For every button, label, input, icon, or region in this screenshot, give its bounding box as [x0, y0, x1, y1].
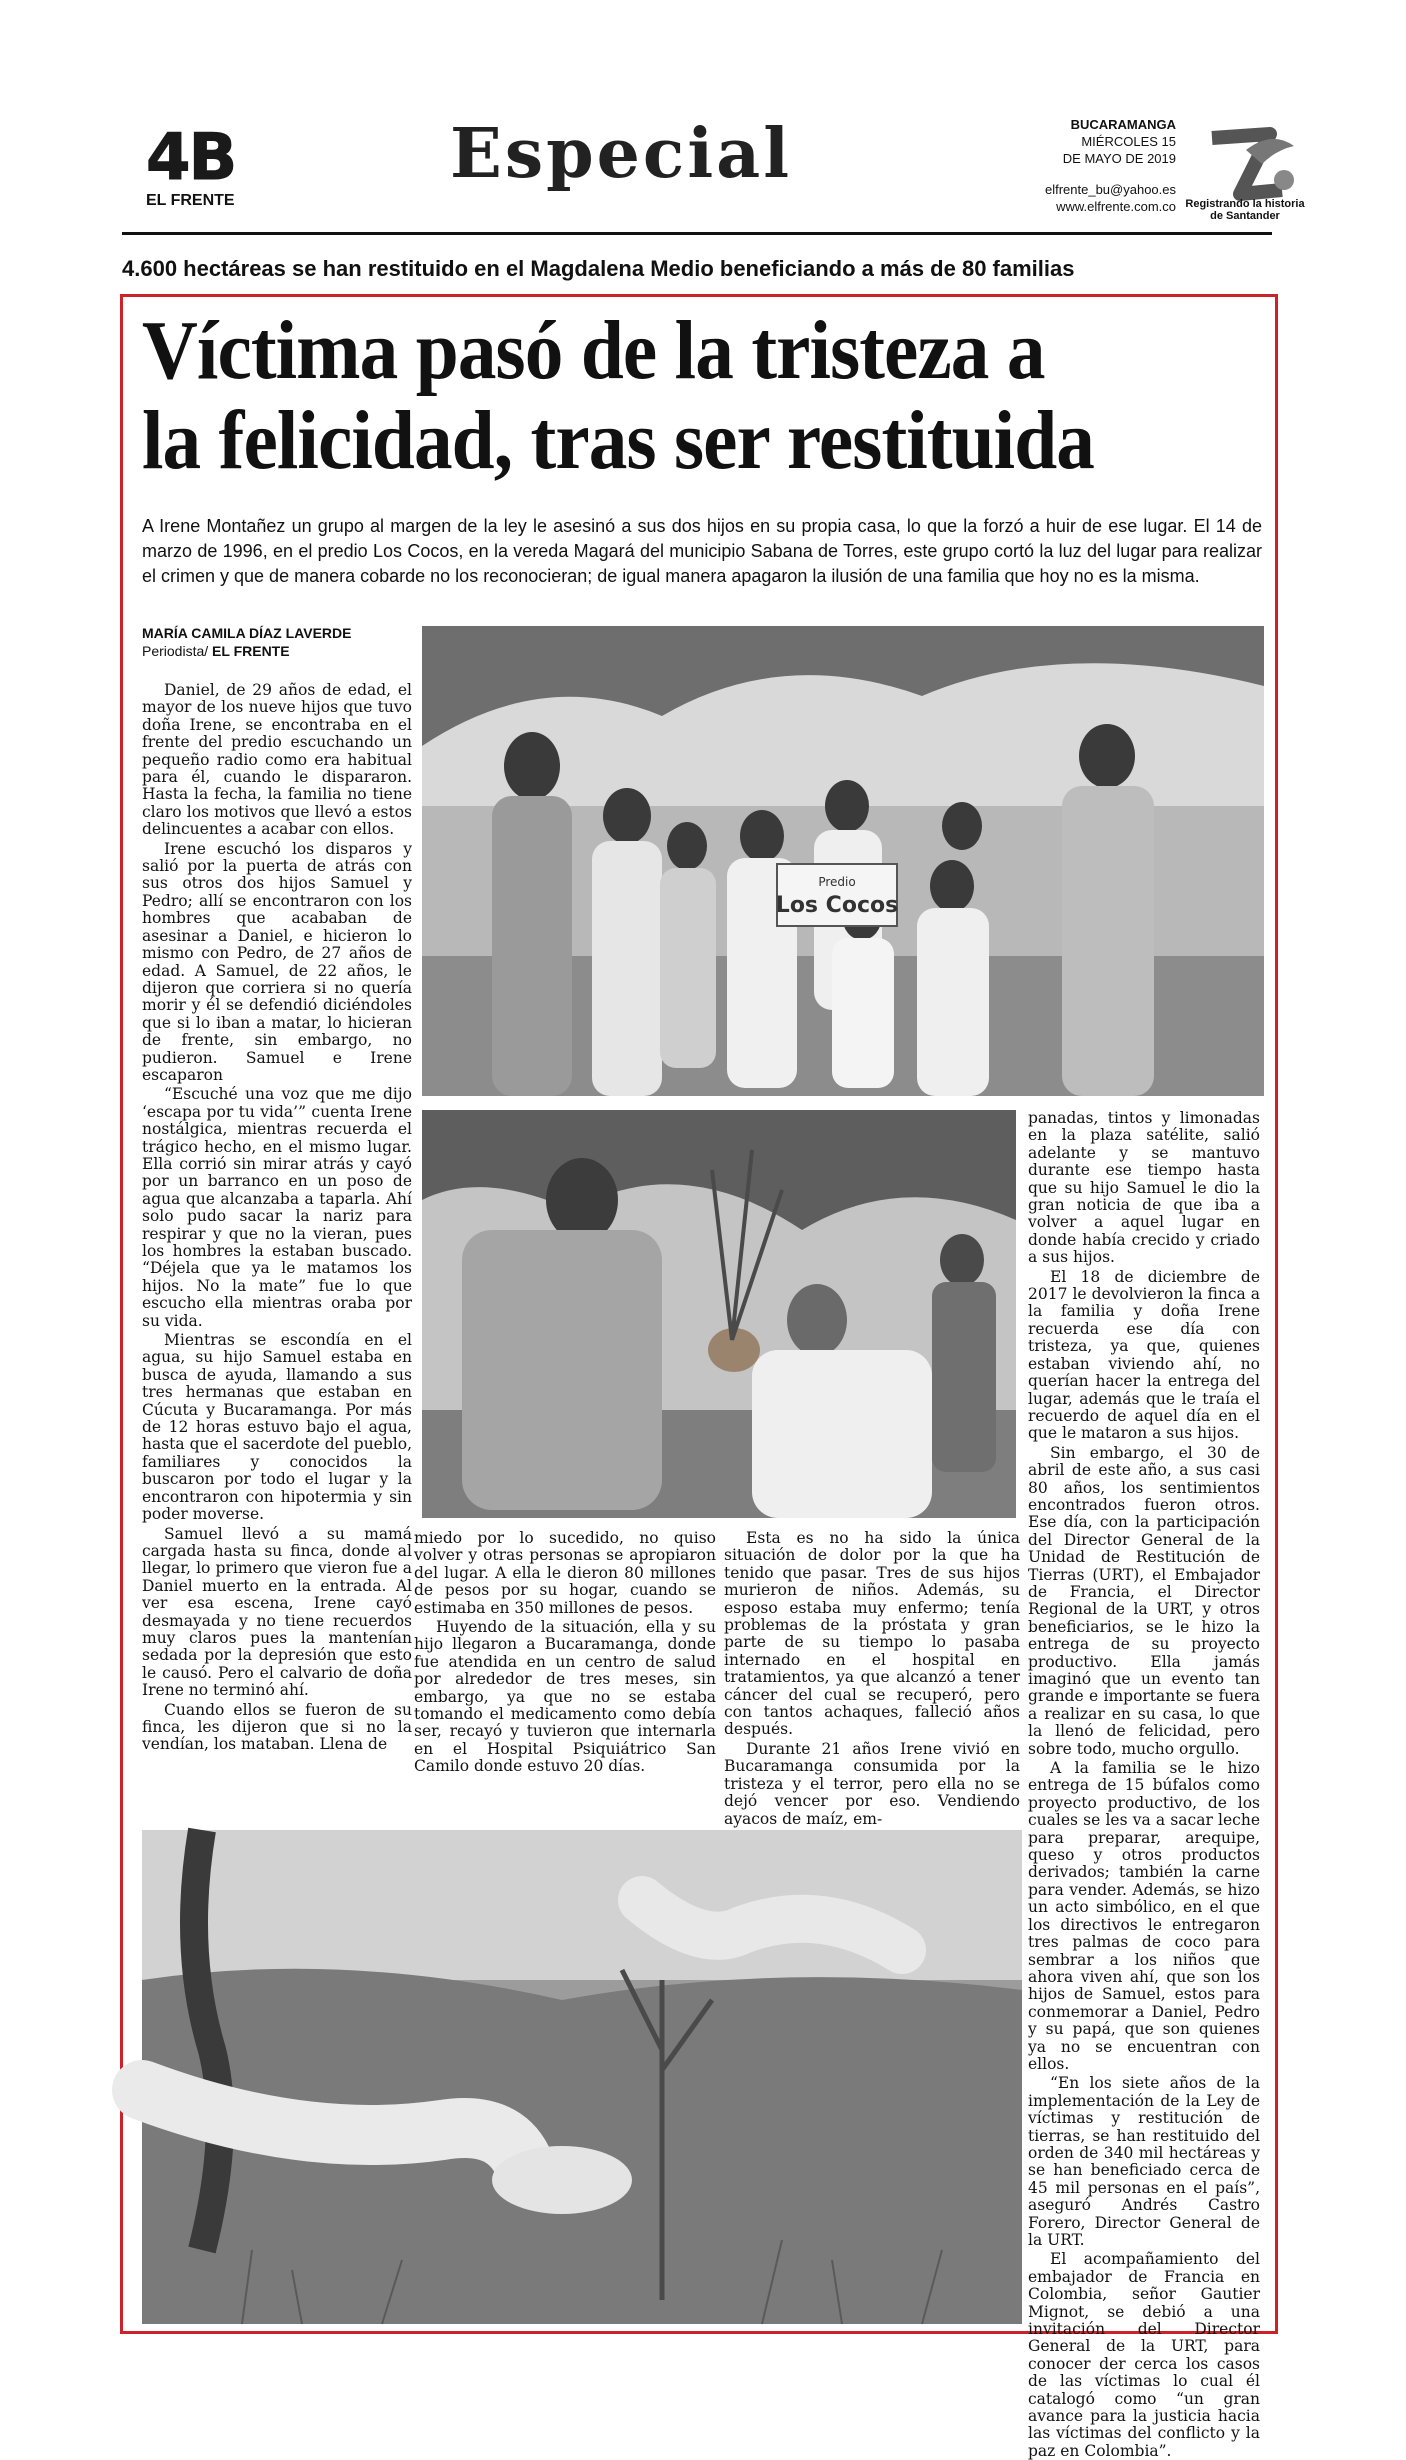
kicker: 4.600 hectáreas se han restituido en el Magdalena Medio beneficiando a más de 80 familias: [122, 256, 1075, 281]
paragraph: “En los siete años de la implementación de la Ley de víctimas y restitución de tierras, se han restituido del orden de 340 mil hectáreas y se han beneficiado cerca de 45 mil personas en el país”, aseguró Andrés Castro Forero, Director General de la URT.: [1028, 2074, 1260, 2249]
header-divider: [122, 232, 1272, 235]
author-role: [142, 642, 351, 660]
author-name: MARÍA CAMILA DÍAZ LAVERDE: [142, 625, 352, 641]
edition-date-line1: MIÉRCOLES 15: [1081, 134, 1176, 149]
logo-caption-line2: de Santander: [1210, 210, 1280, 222]
edition-date-line2: DE MAYO DE 2019: [1062, 151, 1176, 166]
author-paper: EL FRENTE: [212, 643, 290, 659]
paragraph: Sin embargo, el 30 de abril de este año, a sus casi 80 años, los sentimientos encontrados fueron otros. Ese día, con la participación del Director General de la Unidad de Restitución de Tierras (URT), el Embajador de Francia, el Director Regional de la URT, y otros beneficiarios, se le hizo la entrega de su proyecto productivo. Ella jamás imaginó que un evento tan grande e importante se fuera a realizar en su casa, lo que la llenó de felicidad, pero sobre todo, mucho orgullo.: [1028, 1443, 1260, 1758]
paragraph: Cuando ellos se fueron de su finca, les dijeron que si no la vendían, los mataban. Llena de: [142, 1700, 412, 1754]
byline: [142, 624, 351, 660]
paragraph: Samuel llevó a su mamá cargada hasta su finca, donde al llegar, lo primero que vieron fue a Daniel muerto en la entrada. Al ver esa escena, Irene cayó desmayada y no tiene recuerdos muy claros pues la mantenían sedada por la depresión que esto le causó. Pero el calvario de doña Irene no terminó ahí.: [142, 1524, 412, 1700]
contact-email[interactable]: elfrente_bu@yahoo.es: [1044, 182, 1176, 197]
paragraph: Mientras se escondía en el agua, su hijo Samuel estaba en busca de ayuda, llamando a sus tres hermanas que estaban en Cúcuta y Bucaramanga. Por más de 12 horas estuvo bajo el agua, hasta que el sacerdote del pueblo, familiares y conocidos la buscaron por todo el lugar y la encontraron con hipotermia y sin poder moverse.: [142, 1331, 412, 1524]
paragraph: El acompañamiento del embajador de Francia en Colombia, señor Gautier Mignot, se debió a una invitación del Director General de la URT, para conocer der cerca los casos de las víctimas lo cual él catalogó como “un gran avance para la justicia hacia las víctimas del conflicto y la paz en Colombia”.: [1028, 2250, 1260, 2460]
headline-line1: Víctima pasó de la tristeza a: [142, 304, 1045, 397]
article-column-3: [724, 1529, 1020, 1828]
paragraph: Irene escuchó los disparos y salió por la puerta de atrás con sus otros dos hijos Samuel y Pedro; allí se encontraron con los hombres que acababan de asesinar a Daniel, e hicieron lo mismo con Pedro, de 27 años de edad. A Samuel, de 22 años, le dijeron que corriera si no quería morir y él se defendió diciéndoles que si lo iban a matar, lo hicieran de frente, sin embargo, no pudieron. Samuel e Irene escaparon: [142, 839, 412, 1084]
article-column-4: [1028, 1109, 1260, 2460]
paragraph: “Escuché una voz que me dijo ‘escapa por tu vida’” cuenta Irene nostálgica, mientras recuerda el trágico hecho, en el mismo lugar. Ella corrió sin mirar atrás y cayó por un barranco en un poso de agua que alcanzaba a taparla. Ahí solo pudo sacar la nariz para respirar y que no la vieran, pues los hombres la estaban buscado. “Déjela que ya le matamos los hijos. No la mate” fue lo que escucho ella mientras oraba por su vida.: [142, 1085, 412, 1330]
paragraph: miedo por lo sucedido, no quiso volver y otras personas se apropiaron del lugar. A ella le dieron 80 millones de pesos por su hogar, cuando se estimaba en 350 millones de pesos.: [414, 1529, 716, 1617]
coconut-handover-photo: [422, 1110, 1016, 1518]
logo-caption-line1: Registrando la historia: [1185, 198, 1305, 210]
headline-line2: la felicidad, tras ser restituida: [142, 394, 1095, 487]
paragraph: El 18 de diciembre de 2017 le devolvieron la finca a la familia y doña Irene recuerda ese día con tristeza, ya que, quienes estaban viviendo ahí, no querían hacer la entrega del lugar, además que le traía el recuerdo de aquel día en el que le mataron a sus hijos.: [1028, 1267, 1260, 1443]
article-column-2: [414, 1530, 716, 1820]
paragraph: Durante 21 años Irene vivió en Bucaramanga consumida por la tristeza y el terror, pero ella no se dejó vencer por eso. Vendiendo ayacos de maíz, em-: [724, 1739, 1020, 1828]
group-photo: [422, 626, 1264, 1096]
lead-paragraph: A Irene Montañez un grupo al margen de la ley le asesinó a sus dos hijos en su propia casa, lo que la forzó a huir de ese lugar. El 14 de marzo de 1996, en el predio Los Cocos, en la vereda Magará del municipio Sabana de Torres, este grupo cortó la luz del lugar para realizar el crimen y que de manera cobarde no los reconocieran; de igual manera apagaron la ilusión de una familia que hoy no es la misma.: [142, 516, 1262, 586]
paragraph: panadas, tintos y limonadas en la plaza satélite, salió adelante y se mantuvo durante ese tiempo hasta que su hijo Samuel le dio la gran noticia de que iba a volver a aquel lugar en donde había crecido y criado a sus hijos.: [1028, 1109, 1260, 1267]
author-role-title: Periodista/: [142, 643, 209, 659]
section-title: Especial: [450, 114, 793, 194]
sign-text-line1: Predio: [818, 875, 856, 889]
logo-caption: [1180, 198, 1310, 222]
paragraph: Esta es no ha sido la única situación de dolor por la que ha tenido que pasar. Tres de sus hijos murieron de niños. Además, su esposo estaba muy enfermo; tenía problemas de la próstata y gran parte de su tiempo lo pasaba internado en el hospital en tratamientos, ya que alcanzó a tener cáncer del cual se recuperó, pero con tantos achaques, falleció años después.: [724, 1529, 1020, 1739]
page-number: 4B: [146, 121, 236, 195]
headline: [142, 306, 1172, 486]
paragraph: A la familia se le hizo entrega de 15 búfalos como proyecto productivo, de los cuales se les va a sacar leche para preparar, arequipe, queso y otros productos derivados; también la carne para vender. Además, se hizo un acto simbólico, en el que los directivos le entregaron tres palmas de coco para sembrar a los niños que ahora viven ahí, que son los hijos de Samuel, estos para conmemorar a Daniel, Pedro y su papá, que son quienes ya no se encuentran con ellos.: [1028, 1759, 1260, 2073]
website-link[interactable]: www.elfrente.com.co: [1056, 199, 1176, 214]
edition-city: BUCARAMANGA: [1070, 117, 1176, 132]
edition-meta: [1045, 116, 1176, 215]
paper-name: EL FRENTE: [146, 192, 235, 209]
paragraph: Daniel, de 29 años de edad, el mayor de los nueve hijos que tuvo doña Irene, se encontraba en el frente del predio escuchando un pequeño radio como era habitual para él, cuando le dispararon. Hasta la fecha, la familia no tiene claro los motivos que llevó a estos delincuentes a acabar con ellos.: [142, 681, 412, 839]
planting-photo: [142, 1830, 1022, 2324]
sign-text-line2: Los Cocos: [775, 893, 899, 918]
paragraph: Huyendo de la situación, ella y su hijo llegaron a Bucaramanga, donde fue atendida en un centro de salud por alrededor de tres meses, sin embargo, ya que no se estaba tomando el medicamento como debía ser, recayó y tuvieron que internarla en el Hospital Psiquiátrico San Camilo donde estuvo 20 días.: [414, 1618, 716, 1776]
